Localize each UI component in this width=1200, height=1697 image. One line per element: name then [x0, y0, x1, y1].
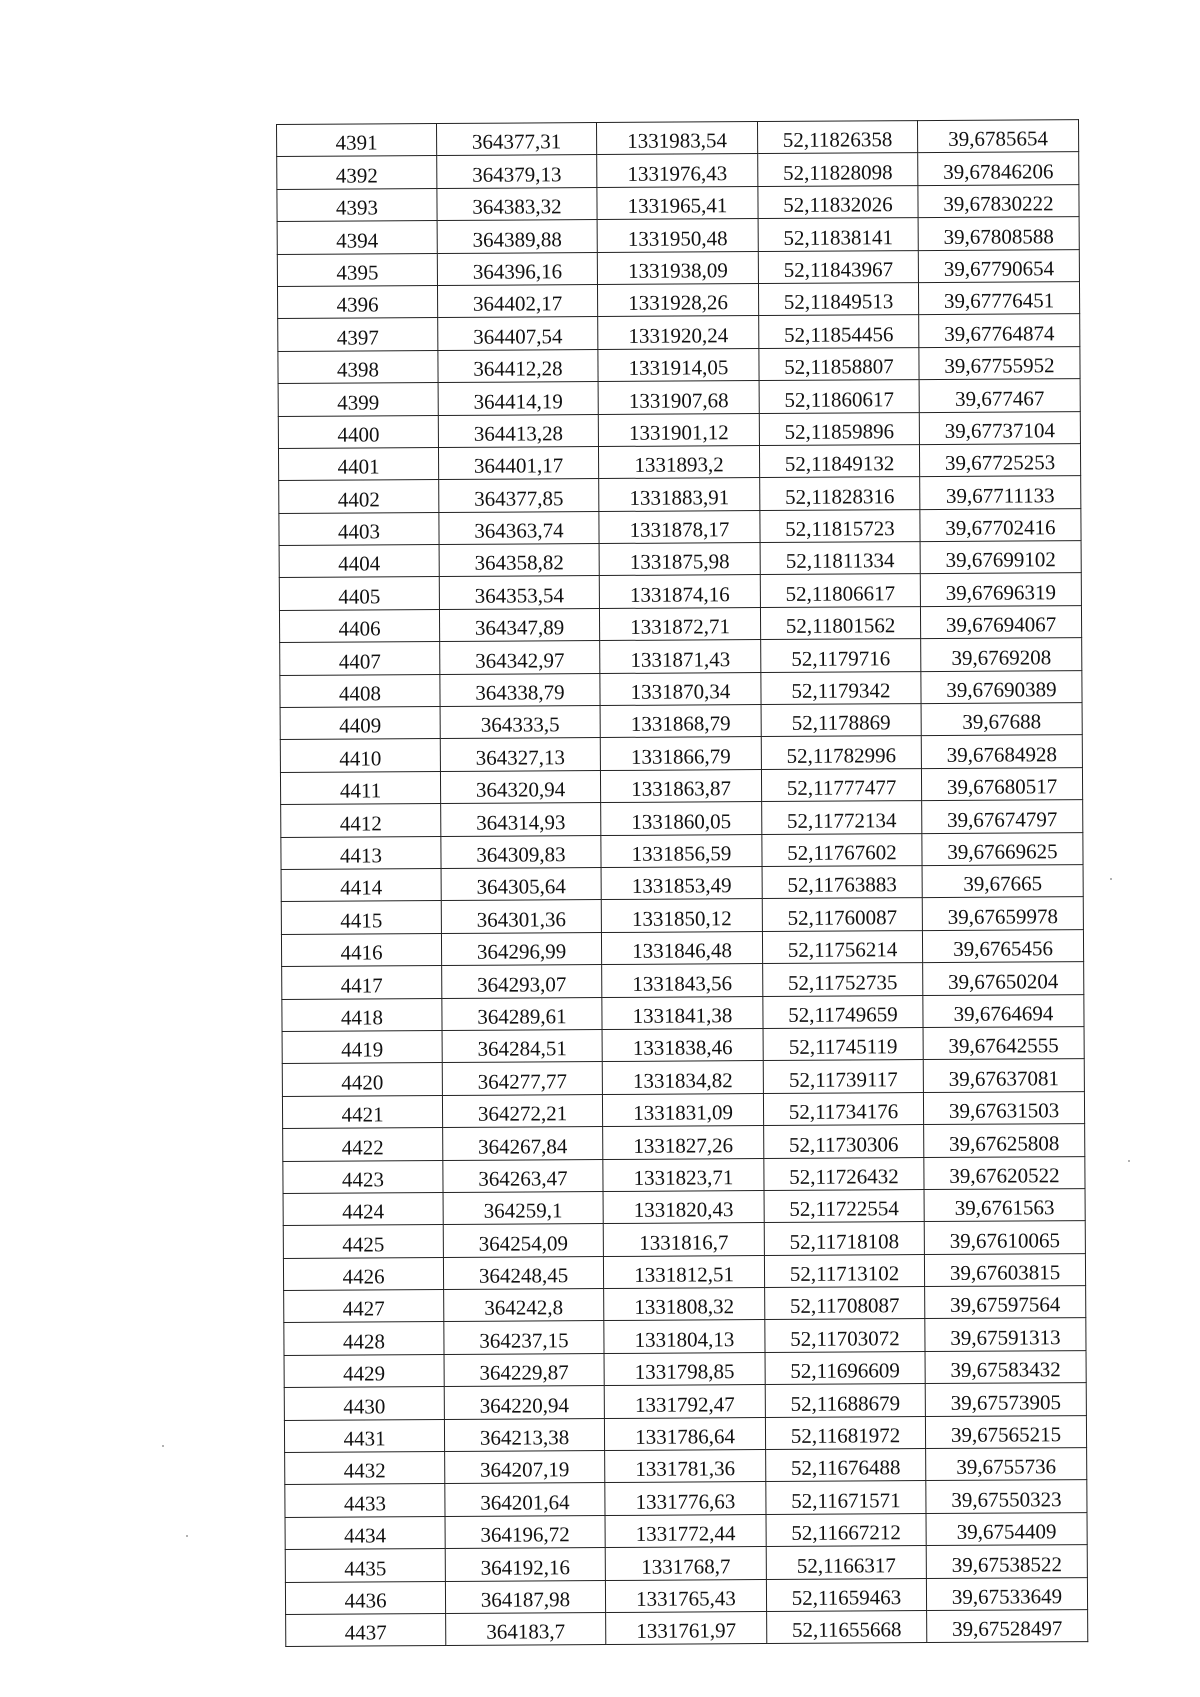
point-number-cell: 4397	[278, 318, 438, 351]
table-row	[286, 1610, 1088, 1647]
point-number-cell: 4401	[278, 447, 438, 480]
y-coordinate-cell: 1331872,71	[599, 607, 760, 640]
x-coordinate-cell: 364213,38	[444, 1418, 604, 1451]
latitude-cell: 52,11739117	[763, 1060, 923, 1093]
y-coordinate-cell: 1331950,48	[597, 219, 758, 252]
x-coordinate-cell: 364229,87	[444, 1353, 604, 1386]
y-coordinate-cell: 1331786,64	[604, 1417, 765, 1450]
y-coordinate-cell: 1331838,46	[602, 1028, 763, 1061]
longitude-cell: 39,67755952	[919, 346, 1080, 379]
point-number-cell: 4436	[285, 1581, 445, 1614]
x-coordinate-cell: 364353,54	[439, 576, 599, 609]
longitude-cell: 39,67776451	[918, 282, 1079, 315]
point-number-cell: 4406	[279, 609, 439, 642]
y-coordinate-cell: 1331883,91	[599, 478, 760, 511]
table-row	[278, 314, 1080, 351]
x-coordinate-cell: 364196,72	[445, 1515, 605, 1548]
table-row	[277, 282, 1079, 319]
point-number-cell: 4402	[279, 480, 439, 513]
longitude-cell: 39,67637081	[923, 1059, 1084, 1092]
table-row	[278, 411, 1080, 448]
longitude-cell: 39,67573905	[925, 1383, 1086, 1416]
latitude-cell: 52,11752735	[763, 963, 923, 996]
table-row	[282, 1059, 1084, 1096]
table-row	[278, 443, 1080, 480]
table-row	[283, 1124, 1085, 1161]
longitude-cell: 39,67699102	[920, 541, 1081, 574]
table-row	[284, 1415, 1086, 1452]
x-coordinate-cell: 364237,15	[444, 1321, 604, 1354]
table-row	[285, 1448, 1087, 1485]
x-coordinate-cell: 364363,74	[439, 511, 599, 544]
latitude-cell: 52,11726432	[764, 1157, 924, 1190]
point-number-cell: 4434	[285, 1516, 445, 1549]
latitude-cell: 52,1166317	[766, 1546, 926, 1579]
y-coordinate-cell: 1331914,05	[598, 348, 759, 381]
latitude-cell: 52,11655668	[767, 1611, 927, 1644]
x-coordinate-cell: 364259,1	[443, 1191, 603, 1224]
latitude-cell: 52,11782996	[761, 736, 921, 769]
x-coordinate-cell: 364327,13	[440, 738, 600, 771]
table-row	[280, 703, 1082, 740]
longitude-cell: 39,67631503	[923, 1091, 1084, 1124]
x-coordinate-cell: 364389,88	[437, 220, 597, 253]
table-row	[281, 865, 1083, 902]
longitude-cell: 39,67669625	[922, 832, 1083, 865]
point-number-cell: 4411	[280, 771, 440, 804]
table-row	[282, 962, 1084, 999]
x-coordinate-cell: 364414,19	[438, 382, 598, 415]
y-coordinate-cell: 1331860,05	[601, 802, 762, 835]
y-coordinate-cell: 1331850,12	[601, 899, 762, 932]
y-coordinate-cell: 1331920,24	[598, 316, 759, 349]
longitude-cell: 39,6755736	[926, 1448, 1087, 1481]
point-number-cell: 4403	[279, 512, 439, 545]
y-coordinate-cell: 1331907,68	[598, 381, 759, 414]
latitude-cell: 52,11806617	[760, 574, 920, 607]
longitude-cell: 39,67610065	[924, 1221, 1085, 1254]
point-number-cell: 4427	[284, 1290, 444, 1323]
table-row	[280, 670, 1082, 707]
table-row	[281, 897, 1083, 934]
longitude-cell: 39,67603815	[924, 1253, 1085, 1286]
latitude-cell: 52,11756214	[762, 930, 922, 963]
latitude-cell: 52,11671571	[766, 1481, 926, 1514]
y-coordinate-cell: 1331870,34	[600, 672, 761, 705]
y-coordinate-cell: 1331893,2	[598, 445, 759, 478]
point-number-cell: 4407	[280, 642, 440, 675]
x-coordinate-cell: 364412,28	[438, 349, 598, 382]
latitude-cell: 52,11849132	[759, 444, 919, 477]
latitude-cell: 52,11854456	[759, 315, 919, 348]
point-number-cell: 4426	[283, 1257, 443, 1290]
point-number-cell: 4418	[282, 998, 442, 1031]
point-number-cell: 4416	[281, 933, 441, 966]
latitude-cell: 52,11659463	[766, 1578, 926, 1611]
longitude-cell: 39,67642555	[923, 1027, 1084, 1060]
point-number-cell: 4419	[282, 1030, 442, 1063]
longitude-cell: 39,67690389	[921, 670, 1082, 703]
y-coordinate-cell: 1331823,71	[603, 1158, 764, 1191]
point-number-cell: 4424	[283, 1192, 443, 1225]
x-coordinate-cell: 364187,98	[445, 1580, 605, 1613]
latitude-cell: 52,11777477	[761, 768, 921, 801]
y-coordinate-cell: 1331976,43	[597, 154, 758, 187]
table-row	[277, 217, 1079, 254]
point-number-cell: 4408	[280, 674, 440, 707]
x-coordinate-cell: 364301,36	[441, 900, 601, 933]
point-number-cell: 4415	[281, 901, 441, 934]
latitude-cell: 52,11859896	[759, 412, 919, 445]
table-row	[284, 1350, 1086, 1387]
latitude-cell: 52,11767602	[762, 833, 922, 866]
x-coordinate-cell: 364342,97	[440, 641, 600, 674]
y-coordinate-cell: 1331863,87	[600, 769, 761, 802]
table-row	[282, 994, 1084, 1031]
table-row	[277, 184, 1079, 221]
x-coordinate-cell: 364284,51	[442, 1029, 602, 1062]
y-coordinate-cell: 1331938,09	[597, 251, 758, 284]
table-row	[280, 767, 1082, 804]
y-coordinate-cell: 1331831,09	[602, 1093, 763, 1126]
latitude-cell: 52,11828098	[758, 153, 918, 186]
latitude-cell: 52,11708087	[765, 1287, 925, 1320]
x-coordinate-cell: 364377,85	[439, 479, 599, 512]
y-coordinate-cell: 1331768,7	[605, 1547, 766, 1580]
point-number-cell: 4430	[284, 1387, 444, 1420]
longitude-cell: 39,6785654	[917, 120, 1078, 153]
point-number-cell: 4405	[279, 577, 439, 610]
latitude-cell: 52,11734176	[763, 1092, 923, 1125]
y-coordinate-cell: 1331874,16	[599, 575, 760, 608]
longitude-cell: 39,67538522	[926, 1545, 1087, 1578]
x-coordinate-cell: 364254,09	[443, 1224, 603, 1257]
x-coordinate-cell: 364192,16	[445, 1548, 605, 1581]
longitude-cell: 39,67830222	[918, 184, 1079, 217]
point-number-cell: 4396	[277, 285, 437, 318]
longitude-cell: 39,67711133	[920, 476, 1081, 509]
point-number-cell: 4435	[285, 1549, 445, 1582]
y-coordinate-cell: 1331798,85	[604, 1352, 765, 1385]
x-coordinate-cell: 364314,93	[441, 803, 601, 836]
point-number-cell: 4422	[283, 1128, 443, 1161]
x-coordinate-cell: 364289,61	[442, 997, 602, 1030]
y-coordinate-cell: 1331820,43	[603, 1190, 764, 1223]
longitude-cell: 39,67846206	[918, 152, 1079, 185]
latitude-cell: 52,11801562	[760, 606, 920, 639]
y-coordinate-cell: 1331871,43	[600, 640, 761, 673]
x-coordinate-cell: 364379,13	[437, 155, 597, 188]
latitude-cell: 52,11749659	[763, 995, 923, 1028]
point-number-cell: 4417	[282, 966, 442, 999]
scan-speck	[1110, 878, 1112, 880]
latitude-cell: 52,11688679	[765, 1384, 925, 1417]
x-coordinate-cell: 364296,99	[441, 932, 601, 965]
latitude-cell: 52,11849513	[758, 283, 918, 316]
latitude-cell: 52,11760087	[762, 898, 922, 931]
longitude-cell: 39,67620522	[924, 1156, 1085, 1189]
x-coordinate-cell: 364358,82	[439, 544, 599, 577]
y-coordinate-cell: 1331808,32	[604, 1288, 765, 1321]
point-number-cell: 4423	[283, 1160, 443, 1193]
y-coordinate-cell: 1331846,48	[601, 931, 762, 964]
x-coordinate-cell: 364207,19	[445, 1451, 605, 1484]
y-coordinate-cell: 1331761,97	[606, 1611, 767, 1644]
y-coordinate-cell: 1331827,26	[603, 1126, 764, 1159]
table-row	[284, 1318, 1086, 1355]
longitude-cell: 39,6764694	[923, 994, 1084, 1027]
point-number-cell: 4395	[277, 253, 437, 286]
y-coordinate-cell: 1331853,49	[601, 867, 762, 900]
longitude-cell: 39,67665	[922, 865, 1083, 898]
longitude-cell: 39,67591313	[925, 1318, 1086, 1351]
point-number-cell: 4414	[281, 868, 441, 901]
latitude-cell: 52,1178869	[761, 704, 921, 737]
y-coordinate-cell: 1331878,17	[599, 510, 760, 543]
x-coordinate-cell: 364242,8	[444, 1289, 604, 1322]
x-coordinate-cell: 364183,7	[446, 1612, 606, 1645]
latitude-cell: 52,11722554	[764, 1189, 924, 1222]
point-number-cell: 4431	[284, 1419, 444, 1452]
y-coordinate-cell: 1331792,47	[604, 1385, 765, 1418]
table-row	[277, 249, 1079, 286]
point-number-cell: 4394	[277, 221, 437, 254]
y-coordinate-cell: 1331875,98	[599, 543, 760, 576]
latitude-cell: 52,11718108	[764, 1222, 924, 1255]
table-row	[285, 1545, 1087, 1582]
longitude-cell: 39,67764874	[919, 314, 1080, 347]
point-number-cell: 4410	[280, 739, 440, 772]
latitude-cell: 52,11843967	[758, 250, 918, 283]
table-row	[279, 573, 1081, 610]
longitude-cell: 39,67680517	[921, 767, 1082, 800]
table-row	[283, 1188, 1085, 1225]
x-coordinate-cell: 364413,28	[438, 414, 598, 447]
y-coordinate-cell: 1331866,79	[600, 737, 761, 770]
point-number-cell: 4409	[280, 707, 440, 740]
y-coordinate-cell: 1331834,82	[602, 1061, 763, 1094]
latitude-cell: 52,11667212	[766, 1513, 926, 1546]
point-number-cell: 4398	[278, 350, 438, 383]
longitude-cell: 39,6765456	[922, 929, 1083, 962]
x-coordinate-cell: 364201,64	[445, 1483, 605, 1516]
table-row	[279, 476, 1081, 513]
y-coordinate-cell: 1331983,54	[596, 122, 757, 155]
latitude-cell: 52,11860617	[759, 380, 919, 413]
x-coordinate-cell: 364407,54	[438, 317, 598, 350]
y-coordinate-cell: 1331843,56	[602, 964, 763, 997]
longitude-cell: 39,67659978	[922, 897, 1083, 930]
longitude-cell: 39,67597564	[925, 1286, 1086, 1319]
y-coordinate-cell: 1331965,41	[597, 186, 758, 219]
latitude-cell: 52,11772134	[762, 801, 922, 834]
x-coordinate-cell: 364377,31	[437, 123, 597, 156]
latitude-cell: 52,11815723	[760, 509, 920, 542]
point-number-cell: 4404	[279, 545, 439, 578]
longitude-cell: 39,67696319	[920, 573, 1081, 606]
table-row	[282, 1091, 1084, 1128]
y-coordinate-cell: 1331901,12	[598, 413, 759, 446]
longitude-cell: 39,6754409	[926, 1512, 1087, 1545]
point-number-cell: 4421	[282, 1095, 442, 1128]
x-coordinate-cell: 364277,77	[442, 1062, 602, 1095]
longitude-cell: 39,67737104	[919, 411, 1080, 444]
longitude-cell: 39,67583432	[925, 1350, 1086, 1383]
y-coordinate-cell: 1331868,79	[600, 705, 761, 738]
x-coordinate-cell: 364263,47	[443, 1159, 603, 1192]
table-row	[285, 1512, 1087, 1549]
table-row	[279, 508, 1081, 545]
x-coordinate-cell: 364347,89	[439, 608, 599, 641]
point-number-cell: 4393	[277, 188, 437, 221]
x-coordinate-cell: 364401,17	[438, 446, 598, 479]
longitude-cell: 39,67688	[921, 703, 1082, 736]
table-row	[283, 1253, 1085, 1290]
x-coordinate-cell: 364338,79	[440, 673, 600, 706]
point-number-cell: 4399	[278, 383, 438, 416]
point-number-cell: 4428	[284, 1322, 444, 1355]
x-coordinate-cell: 364220,94	[444, 1386, 604, 1419]
longitude-cell: 39,67790654	[918, 249, 1079, 282]
longitude-cell: 39,67725253	[919, 443, 1080, 476]
longitude-cell: 39,67808588	[918, 217, 1079, 250]
point-number-cell: 4432	[285, 1452, 445, 1485]
y-coordinate-cell: 1331841,38	[602, 996, 763, 1029]
y-coordinate-cell: 1331856,59	[601, 834, 762, 867]
latitude-cell: 52,11713102	[764, 1254, 924, 1287]
latitude-cell: 52,11745119	[763, 1028, 923, 1061]
x-coordinate-cell: 364305,64	[441, 868, 601, 901]
latitude-cell: 52,11858807	[759, 347, 919, 380]
table-row	[279, 605, 1081, 642]
x-coordinate-cell: 364333,5	[440, 706, 600, 739]
scan-speck	[1128, 1160, 1130, 1162]
table-row	[284, 1286, 1086, 1323]
table-row	[285, 1577, 1087, 1614]
latitude-cell: 52,11811334	[760, 542, 920, 575]
latitude-cell: 52,11832026	[758, 185, 918, 218]
longitude-cell: 39,67702416	[920, 508, 1081, 541]
table-row	[285, 1480, 1087, 1517]
longitude-cell: 39,6769208	[921, 638, 1082, 671]
coordinates-table	[276, 119, 1088, 1647]
point-number-cell: 4392	[277, 156, 437, 189]
y-coordinate-cell: 1331781,36	[605, 1450, 766, 1483]
latitude-cell: 52,11763883	[762, 866, 922, 899]
longitude-cell: 39,67694067	[920, 605, 1081, 638]
latitude-cell: 52,11828316	[760, 477, 920, 510]
table-row	[277, 120, 1079, 157]
y-coordinate-cell: 1331928,26	[597, 284, 758, 317]
x-coordinate-cell: 364309,83	[441, 835, 601, 868]
longitude-cell: 39,677467	[919, 379, 1080, 412]
y-coordinate-cell: 1331816,7	[603, 1223, 764, 1256]
point-number-cell: 4437	[286, 1613, 446, 1646]
point-number-cell: 4433	[285, 1484, 445, 1517]
y-coordinate-cell: 1331812,51	[603, 1255, 764, 1288]
latitude-cell: 52,11696609	[765, 1351, 925, 1384]
coordinates-table-body	[277, 120, 1088, 1647]
scan-speck	[162, 1445, 164, 1447]
table-row	[280, 735, 1082, 772]
x-coordinate-cell: 364396,16	[437, 252, 597, 285]
longitude-cell: 39,67533649	[926, 1577, 1087, 1610]
latitude-cell: 52,11676488	[766, 1449, 926, 1482]
point-number-cell: 4425	[283, 1225, 443, 1258]
latitude-cell: 52,11826358	[757, 121, 917, 154]
latitude-cell: 52,1179342	[761, 671, 921, 704]
longitude-cell: 39,67684928	[921, 735, 1082, 768]
table-row	[278, 379, 1080, 416]
scan-speck	[186, 1535, 188, 1537]
table-row	[280, 638, 1082, 675]
table-row	[279, 541, 1081, 578]
longitude-cell: 39,67550323	[926, 1480, 1087, 1513]
table-row	[278, 346, 1080, 383]
table-row	[281, 800, 1083, 837]
longitude-cell: 39,67650204	[923, 962, 1084, 995]
longitude-cell: 39,67625808	[924, 1124, 1085, 1157]
point-number-cell: 4429	[284, 1354, 444, 1387]
latitude-cell: 52,11730306	[764, 1125, 924, 1158]
y-coordinate-cell: 1331804,13	[604, 1320, 765, 1353]
table-row	[284, 1383, 1086, 1420]
table-row	[277, 152, 1079, 189]
longitude-cell: 39,67674797	[922, 800, 1083, 833]
x-coordinate-cell: 364272,21	[442, 1094, 602, 1127]
longitude-cell: 39,67565215	[925, 1415, 1086, 1448]
x-coordinate-cell: 364402,17	[437, 284, 597, 317]
table-row	[282, 1027, 1084, 1064]
y-coordinate-cell: 1331776,63	[605, 1482, 766, 1515]
point-number-cell: 4391	[277, 124, 437, 157]
y-coordinate-cell: 1331772,44	[605, 1514, 766, 1547]
point-number-cell: 4420	[282, 1063, 442, 1096]
table-row	[283, 1156, 1085, 1193]
latitude-cell: 52,11838141	[758, 218, 918, 251]
point-number-cell: 4400	[278, 415, 438, 448]
point-number-cell: 4412	[281, 804, 441, 837]
y-coordinate-cell: 1331765,43	[605, 1579, 766, 1612]
longitude-cell: 39,67528497	[927, 1610, 1088, 1643]
x-coordinate-cell: 364267,84	[443, 1127, 603, 1160]
latitude-cell: 52,1179716	[761, 639, 921, 672]
latitude-cell: 52,11703072	[765, 1319, 925, 1352]
point-number-cell: 4413	[281, 836, 441, 869]
table-row	[283, 1221, 1085, 1258]
longitude-cell: 39,6761563	[924, 1188, 1085, 1221]
table-row	[281, 929, 1083, 966]
x-coordinate-cell: 364293,07	[442, 965, 602, 998]
x-coordinate-cell: 364383,32	[437, 187, 597, 220]
x-coordinate-cell: 364248,45	[443, 1256, 603, 1289]
latitude-cell: 52,11681972	[765, 1416, 925, 1449]
table-row	[281, 832, 1083, 869]
x-coordinate-cell: 364320,94	[440, 770, 600, 803]
